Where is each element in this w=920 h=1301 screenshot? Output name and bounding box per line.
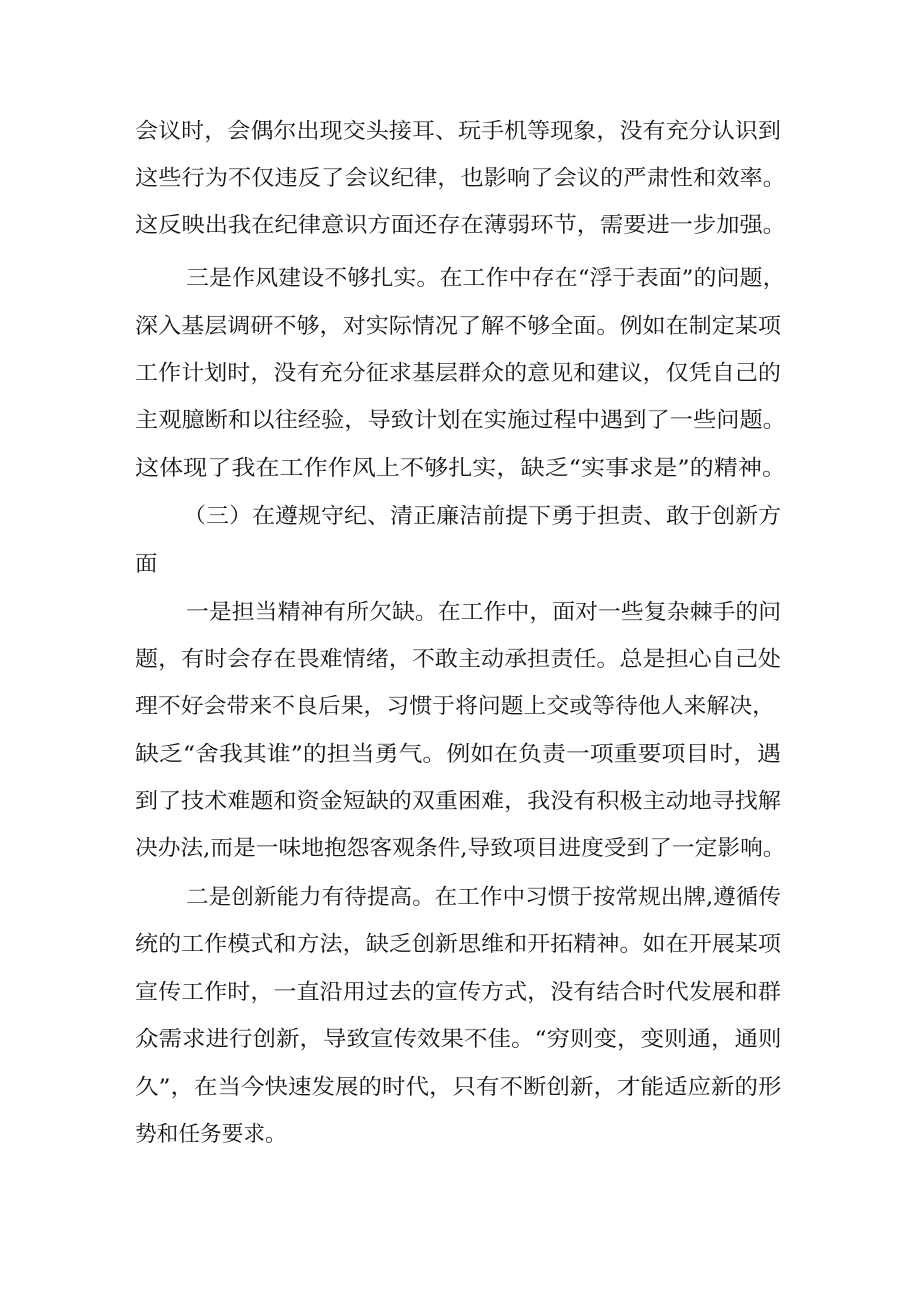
text-line: 三是作风建设不够扎实。在工作中存在“浮于表面”的问题， <box>186 266 786 291</box>
text-line: 决办法,而是一味地抱怨客观条件,导致项目进度受到了一定影响。 <box>135 836 786 861</box>
text-line: 工作计划时，没有充分征求基层群众的意见和建议，仅凭自己的 <box>135 361 781 386</box>
text-line: 这体现了我在工作作风上不够扎实，缺乏“实事求是”的精神。 <box>135 456 787 481</box>
text-line: 缺乏“舍我其谁”的担当勇气。例如在负责一项重要项目时，遇 <box>135 742 782 767</box>
text-line: 到了技术难题和资金短缺的双重困难，我没有积极主动地寻找解 <box>135 789 781 814</box>
text-line: 题，有时会存在畏难情绪，不敢主动承担责任。总是担心自己处 <box>135 647 781 672</box>
text-line: 理不好会带来不良后果，习惯于将问题上交或等待他人来解决， <box>135 694 775 719</box>
text-line: 一是担当精神有所欠缺。在工作中，面对一些复杂棘手的问 <box>186 600 782 625</box>
text-line: 深入基层调研不够，对实际情况了解不够全面。例如在制定某项 <box>135 314 781 339</box>
text-line: 统的工作模式和方法，缺乏创新思维和开拓精神。如在开展某项 <box>135 932 781 957</box>
section-heading: 面 <box>135 552 158 577</box>
text-line: 主观臆断和以往经验，导致计划在实施过程中遇到了一些问题。 <box>135 408 786 433</box>
text-line: 二是创新能力有待提高。在工作中习惯于按常规出牌,遵循传 <box>186 885 781 910</box>
text-line: 众需求进行创新，导致宣传效果不佳。“穷则变，变则通，通则 <box>135 1027 782 1052</box>
text-line: 宣传工作时，一直沿用过去的宣传方式，没有结合时代发展和群 <box>135 980 781 1005</box>
text-line: 会议时，会偶尔出现交头接耳、玩手机等现象，没有充分认识到 <box>135 119 781 144</box>
text-line: 久”，在当今快速发展的时代，只有不断创新，才能适应新的形 <box>135 1075 782 1100</box>
text-line: 势和任务要求。 <box>135 1122 287 1147</box>
text-line: 这反映出我在纪律意识方面还存在薄弱环节，需要进一步加强。 <box>135 213 786 238</box>
text-line: 这些行为不仅违反了会议纪律，也影响了会议的严肃性和效率。 <box>135 166 786 191</box>
section-heading: （三）在遵规守纪、清正廉洁前提下勇于担责、敢于创新方 <box>183 504 782 529</box>
